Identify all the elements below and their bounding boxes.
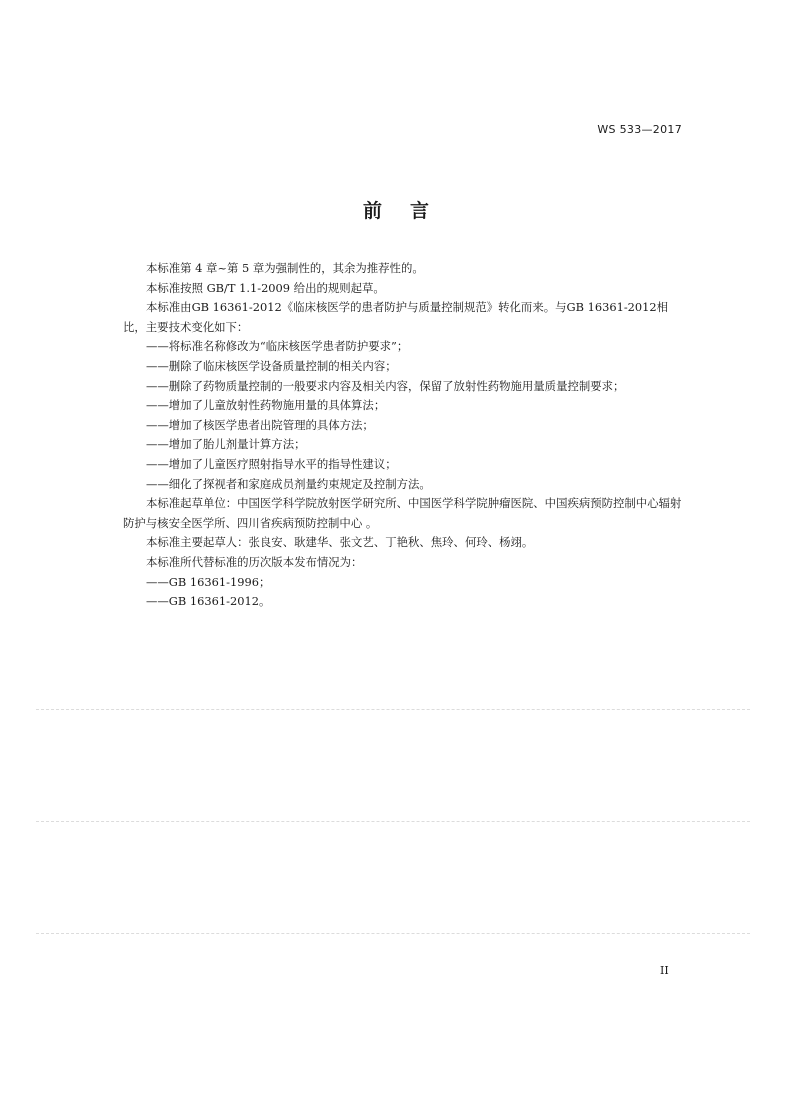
paragraph-mandatory-chapters: 本标准第 4 章~第 5 章为强制性的，其余为推荐性的。 [146, 261, 424, 275]
page-divider [36, 933, 750, 934]
page-title: 前言 [362, 200, 457, 222]
paragraph-drafters: 本标准主要起草人：张良安、耿建华、张文艺、丁艳秋、焦玲、何玲、杨翊。 [146, 535, 534, 550]
page-number: II [660, 964, 669, 977]
change-item: ——细化了探视者和家庭成员剂量约束规定及控制方法。 [146, 476, 431, 491]
page-divider [36, 709, 750, 710]
change-item: ——增加了儿童放射性药物施用量的具体算法； [146, 398, 386, 413]
page-divider [36, 821, 750, 822]
change-item: ——将标准名称修改为“临床核医学患者防护要求”； [146, 339, 409, 354]
change-item: ——增加了胎儿剂量计算方法； [146, 437, 306, 452]
change-item: ——删除了药物质量控制的一般要求内容及相关内容，保留了放射性药物施用量质量控制要求； [146, 378, 625, 393]
paragraph-replaced-versions: 本标准所代替标准的历次版本发布情况为： [146, 554, 363, 569]
paragraph-drafting-rules: 本标准按照 GB/T 1.1-2009 给出的规则起草。 [146, 280, 385, 295]
paragraph-conversion-origin: 本标准由GB 16361-2012《临床核医学的患者防护与质量控制规范》转化而来。与GB 16361-2012相比，主要技术变化如下： [123, 300, 669, 334]
change-item: ——增加了儿童医疗照射指导水平的指导性建议； [146, 456, 397, 471]
change-item: ——删除了临床核医学设备质量控制的相关内容； [146, 358, 397, 373]
replaced-version-item: ——GB 16361-1996； [146, 574, 271, 589]
change-item: ——增加了核医学患者出院管理的具体方法； [146, 417, 374, 432]
foreword-body [123, 259, 688, 612]
standard-code: WS 533—2017 [597, 123, 682, 136]
paragraph-drafting-units: 本标准起草单位：中国医学科学院放射医学研究所、中国医学科学院肿瘤医院、中国疾病预防控制中心辐射防护与核安全医学所、四川省疾病预防控制中心 。 [123, 496, 682, 530]
replaced-version-item: ——GB 16361-2012。 [146, 594, 271, 609]
